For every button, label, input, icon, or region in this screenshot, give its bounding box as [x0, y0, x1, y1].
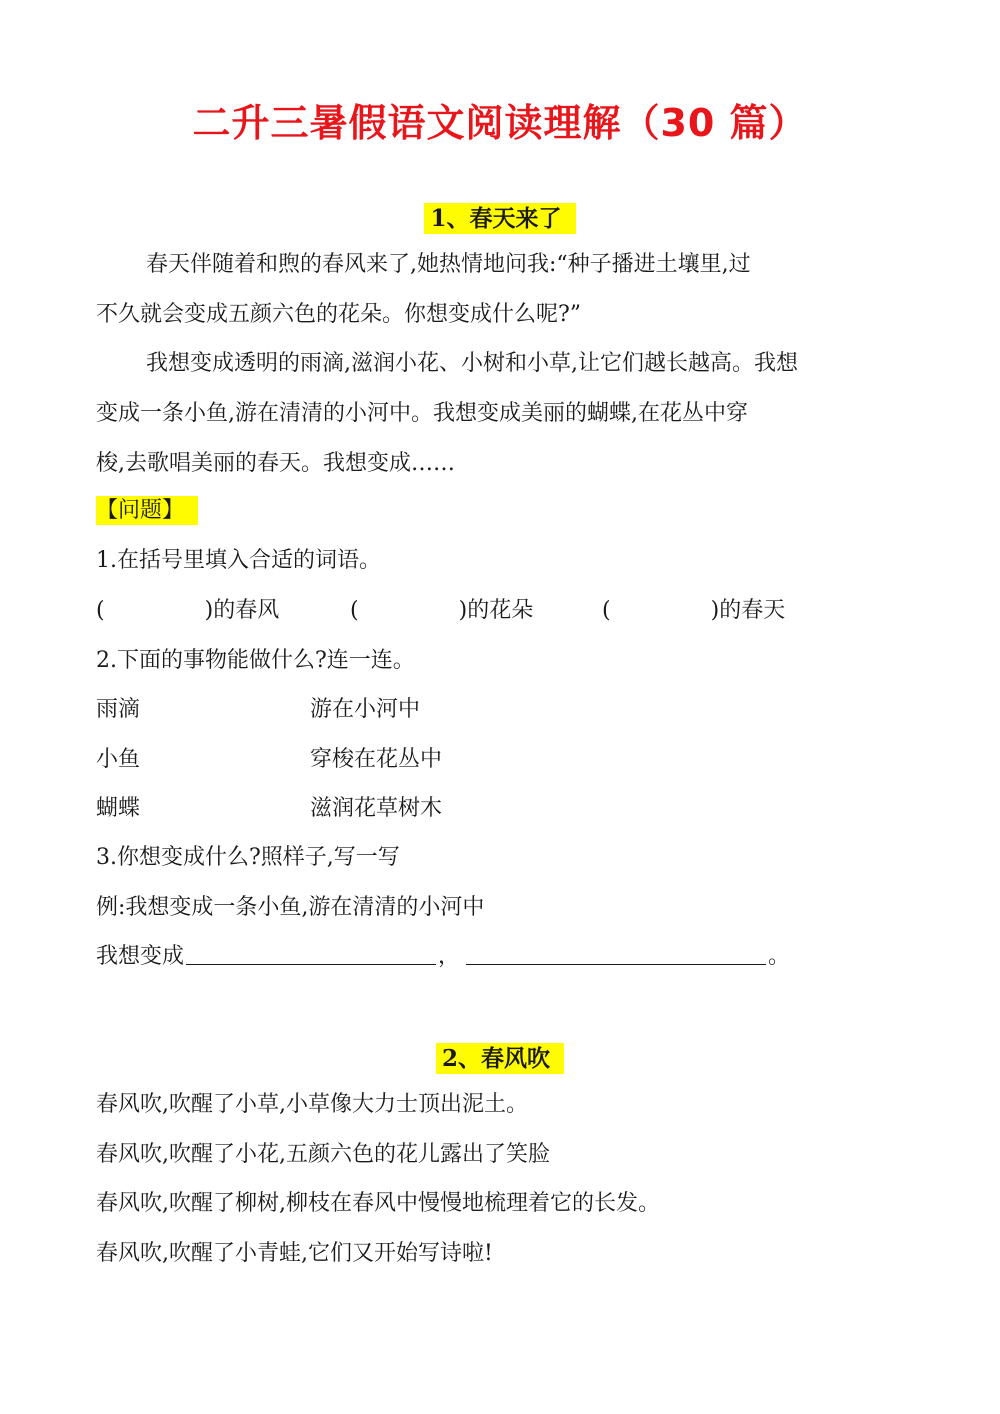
match-left-3[interactable]: 蝴蝶 [96, 796, 141, 821]
passage-line-3: 我想变成透明的雨滴,滋润小花、小树和小草,让它们越长越高。我想 [146, 351, 798, 376]
match-right-1[interactable]: 游在小河中 [310, 697, 421, 722]
poem-line-3: 春风吹,吹醒了柳树,柳枝在春风中慢慢地梳理着它的长发。 [96, 1191, 660, 1216]
section-1-heading-text: 1、春天来了 [424, 203, 575, 234]
document-title: 二升三暑假语文阅读理解（30 篇） [192, 101, 808, 145]
answer-line-1[interactable] [186, 950, 436, 965]
passage-line-1: 春天伴随着和煦的春风来了,她热情地问我:“种子播进土壤里,过 [146, 252, 751, 277]
poem-line-2: 春风吹,吹醒了小花,五颜六色的花儿露出了笑脸 [96, 1142, 550, 1167]
poem-line-1: 春风吹,吹醒了小草,小草像大力士顶出泥土。 [96, 1092, 528, 1117]
question-label-text: 【问题】 [96, 496, 198, 525]
question-1-blank-3-row [602, 596, 785, 626]
question-3-answer-row [96, 942, 790, 972]
question-2: 2.下面的事物能做什么?连一连。 [96, 648, 415, 673]
blank-1[interactable]: ( ) [96, 598, 214, 623]
match-left-1[interactable]: 雨滴 [96, 697, 141, 722]
section-1-heading [0, 200, 1000, 233]
passage-line-2: 不久就会变成五颜六色的花朵。你想变成什么呢?” [96, 302, 582, 327]
passage-line-5: 梭,去歌唱美丽的春天。我想变成…… [96, 451, 455, 476]
question-3-example: 例:我想变成一条小鱼,游在清清的小河中 [96, 895, 485, 920]
blank-1-label: 的春风 [213, 598, 280, 623]
question-1: 1.在括号里填入合适的词语。 [96, 548, 381, 573]
section-2-heading [0, 1040, 1000, 1073]
answer-line-2[interactable] [466, 950, 766, 965]
question-3: 3.你想变成什么?照样子,写一写 [96, 845, 400, 870]
passage-line-4: 变成一条小鱼,游在清清的小河中。我想变成美丽的蝴蝶,在花丛中穿 [96, 401, 748, 426]
poem-line-4: 春风吹,吹醒了小青蛙,它们又开始写诗啦! [96, 1241, 493, 1266]
question-label [96, 496, 198, 526]
blank-3-label: 的春天 [719, 598, 786, 623]
blank-2-label: 的花朵 [467, 598, 534, 623]
match-right-2[interactable]: 穿梭在花丛中 [310, 747, 443, 772]
answer-prompt: 我想变成 [96, 944, 185, 969]
question-1-blank-2-row [350, 596, 533, 626]
answer-end: 。 [768, 944, 791, 969]
match-right-3[interactable]: 滋润花草树木 [310, 796, 443, 821]
answer-comma: ， [438, 944, 461, 969]
section-2-heading-text: 2、春风吹 [436, 1043, 564, 1074]
blank-3[interactable]: ( ) [602, 598, 720, 623]
blank-2[interactable]: ( ) [350, 598, 468, 623]
match-left-2[interactable]: 小鱼 [96, 747, 141, 772]
question-1-blanks [96, 596, 279, 626]
